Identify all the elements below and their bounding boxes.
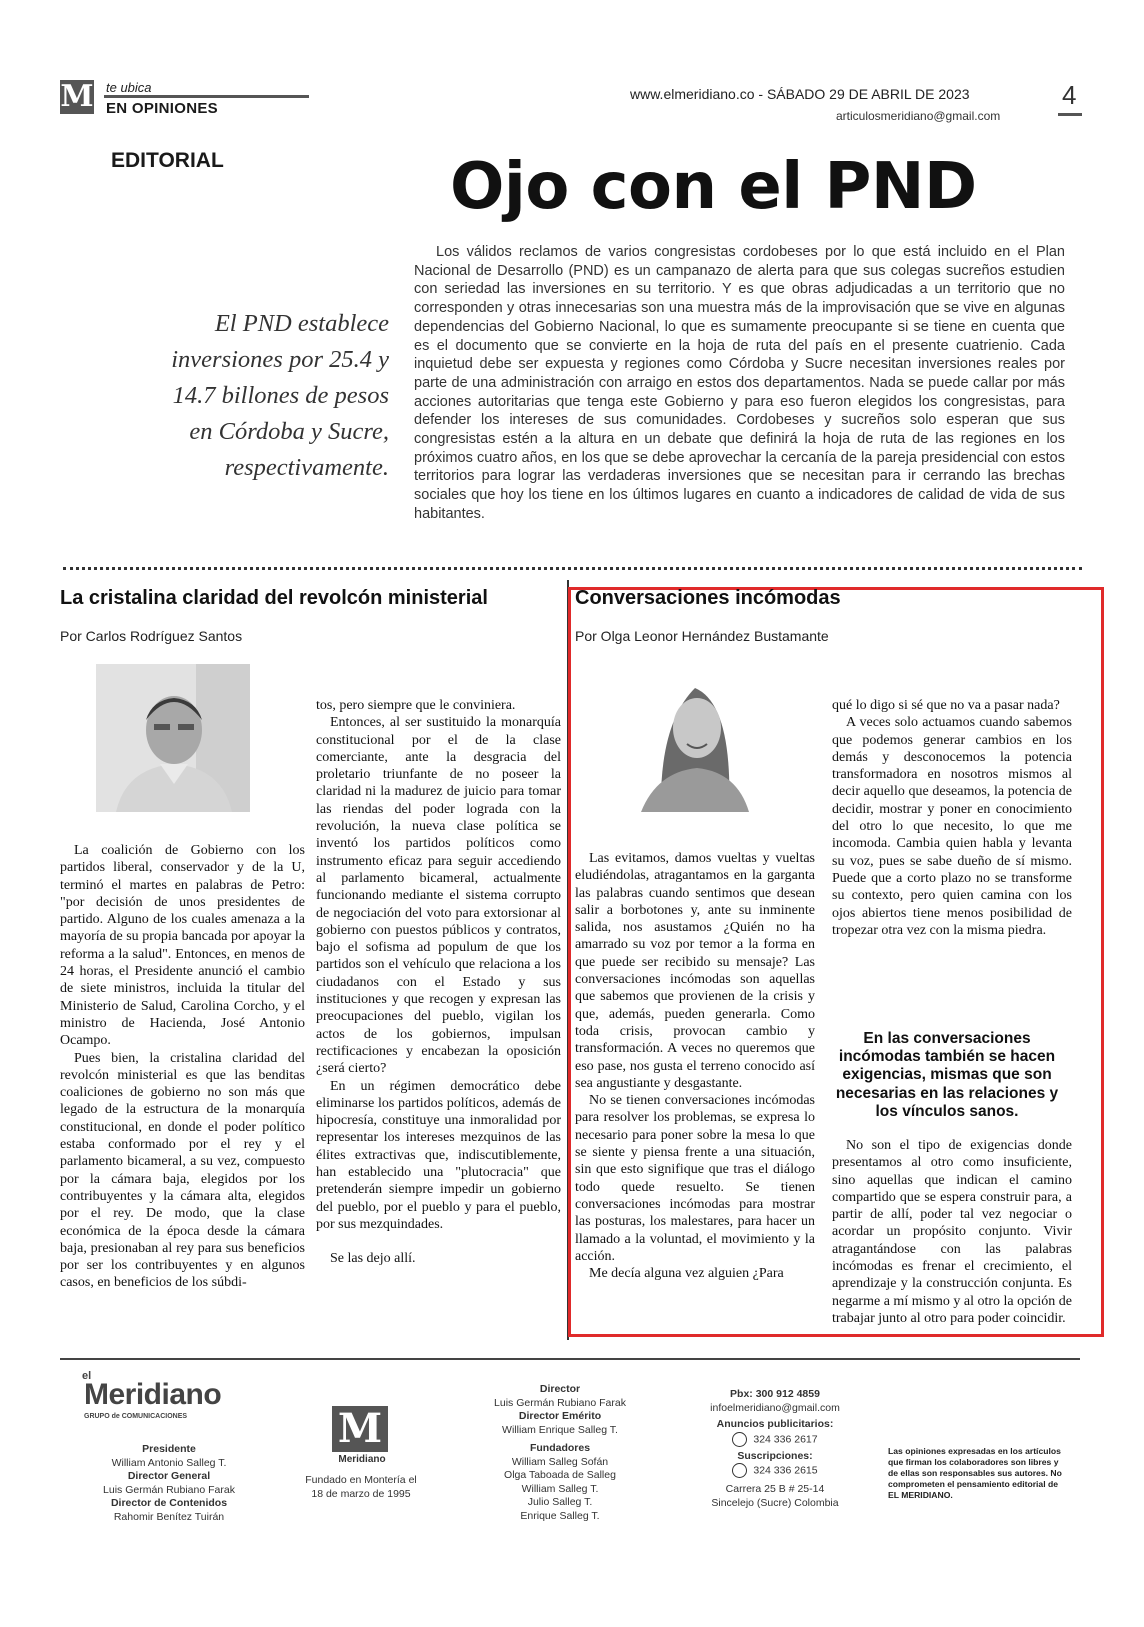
fundador: William Salleg T. bbox=[521, 1482, 599, 1495]
info-email: infoelmeridiano@gmail.com bbox=[710, 1401, 840, 1414]
director-contenidos-label: Director de Contenidos bbox=[110, 1497, 228, 1509]
article2-column-2 bbox=[832, 697, 1072, 939]
editorial-body: Los válidos reclamos de varios congresistas cordobeses por lo que está incluido en el Plan Nacional de Desarrollo (PND) es un campanazo de alerta para que sus colegas sucreños estudien con seriedad las inversiones en su territorio. Y es que obras adjudicadas a un territorio que no corresponden y otras innecesarias son una muestra más de la improvisación que se vive en algunas dependencias del Gobierno Nacional, lo que es sumamente preocupante si se tiene en cuenta que es el documento que se convierte en la hoja de ruta del país en el presente cuatrienio. Cada inquietud debe ser expuesta y regiones como Córdoba y Sucre necesitan inversiones reales por parte de una administración con arraigo en estos dos departamentos. Nada se puede callar por más acciones autoritarias que tenga este Gobierno y para eso fueron elegidos los congresistas, para defender los intereses de sus comunidades. Cordobeses y sucreños solo esperan que sus congresistas estén a la altura en un debate que definirá la hoja de ruta de las regiones en los próximos cuatro años, en los que se debe aprovechar la cercanía de la pareja presidencial con estos territorios para lograr las verdaderas inversiones que se necesitan para ir cerrando las brechas sociales que hoy los tiene en los últimos lugares en cuanto a indicadores de calidad de vida de sus habitantes. bbox=[414, 244, 1065, 522]
article1-paragraph: Entonces, al ser sustituido la monarquía constitucional por el de la clase comerciante, ante la desgracia del proletario triunfante de no poseer la claridad ni la madurez de juicio para tomar las riendas del poder lograda con la revolución, la nueva clase política se inventó los partidos políticos como instrumento eficaz para seguir accediendo al parlamento bicameral, actualmente funcionando mediante el sistema corrupto de negociación del voto para extorsionar al gobierno con puestos públicos y contratos, bajo el sofisma ad populum de que los partidos son el vehículo que relaciona a los ciudadanos con el Estado y sus instituciones y que recogen y expresan las preocupaciones del pueblo, vigilan los actos de los gobiernos, impulsan rectificaciones y encabezan la oposición ¿será cierto? bbox=[316, 715, 561, 1077]
article1-paragraph: En un régimen democrático debe eliminarse los partidos políticos, además de hipocresía, constituye una inmoralidad por representar los intereses mezquinos de las élites extractivas que, indiscutiblemente, han establecido una "plutocracia" que pretenderán siempre impedir un gobierno del pueblo, por el pueblo y para el pueblo, por sus mezquindades. bbox=[316, 1078, 561, 1232]
article2-pull-quote: En las conversaciones incómodas también se hacen exigencias, mismas que son necesarias en las relaciones y los vínculos sanos. bbox=[835, 1030, 1059, 1120]
article1-paragraph: tos, pero siempre que le conviniera. bbox=[316, 698, 516, 713]
footer-contact bbox=[690, 1388, 860, 1510]
editorial-label: EDITORIAL bbox=[111, 149, 224, 172]
article1-paragraph: La coalición de Gobierno con los partidos liberal, conservador y de la U, terminó el martes en palabras de Petro: "por decisión de unos presidentes de partido. Alguno de los cuales amenaza a la mayoría de su propia bancada por apoyar la reforma a la salud". Entonces, en menos de 24 horas, el Presidente anunció el cambio de siete ministros, incluida la titular del Ministerio de Salud, Carolina Corcho, y el ministro de Hacienda, José Antonio Ocampo. bbox=[60, 843, 305, 1049]
suscripciones-row bbox=[690, 1463, 860, 1478]
anuncios-phone: 324 336 2617 bbox=[753, 1432, 818, 1445]
page-number-rule bbox=[1058, 113, 1082, 116]
article2-paragraph: Me decía alguna vez alguien ¿Para bbox=[589, 1266, 784, 1282]
director-label: Director bbox=[539, 1383, 581, 1395]
suscripciones-phone: 324 336 2615 bbox=[753, 1464, 818, 1477]
article1-paragraph: Se las dejo allí. bbox=[330, 1251, 416, 1267]
article1-title: La cristalina claridad del revolcón ministerial bbox=[60, 587, 488, 609]
article1-column-1 bbox=[60, 842, 305, 1292]
footer-disclaimer: Las opiniones expresadas en los artículos que firman los colaboradores son libres y de ellas son responsables sus autores. No comprometen el pensamiento editorial de EL MERIDIANO. bbox=[888, 1446, 1062, 1500]
address-line-1: Carrera 25 B # 25-14 bbox=[725, 1483, 825, 1495]
header-date-line: www.elmeridiano.co - SÁBADO 29 DE ABRIL DE 2023 bbox=[630, 86, 970, 102]
footer-staff-left bbox=[84, 1443, 254, 1524]
editorial-headline: Ojo con el PND bbox=[450, 150, 977, 224]
article2-paragraph: qué lo digo si sé que no va a pasar nada? bbox=[832, 698, 1060, 713]
section-separator bbox=[63, 567, 1082, 570]
page-number: 4 bbox=[1062, 80, 1077, 110]
meridiano-logo: M bbox=[60, 79, 94, 114]
suscripciones-label: Suscripciones: bbox=[737, 1449, 813, 1462]
article2-paragraph: No son el tipo de exigencias donde presentamos al otro como insuficiente, sino aquellas que indican el camino compartido que se espera construir para, a partir de allí, poder tal vez negociar o acordar un propósito conjunto. Vivir atragantándose con las palabras incómodas es frenar el crecimiento, el aprendizaje y la construcción conjunta. Es negarme a mí mismo y al otro la opción de trabajar junto al otro para poder coincidir. bbox=[832, 1138, 1072, 1326]
footer-rule bbox=[60, 1358, 1080, 1360]
director-emerito-name: William Enrique Salleg T. bbox=[502, 1423, 618, 1436]
article1-byline: Por Carlos Rodríguez Santos bbox=[60, 628, 243, 644]
article2-paragraph: A veces solo actuamos cuando sabemos que podemos generar cambios en los demás y desconocemos la potencia transformadora en nosotros mismos al decir aquello que deseamos, la potencia de decidir, mostrar y poner en conocimiento del otro lo que necesito, lo que me incomoda. Cambia quien habla y levanta su voz, pues se sabe dueño de sí mismo. Puede que a corto plazo no se transforme su contexto, pero quien camina con los ojos abiertos tiene menos posibilidad de tropezar otra vez con la misma piedra. bbox=[832, 715, 1072, 938]
director-emerito-label: Director Emérito bbox=[518, 1410, 602, 1422]
article2-paragraph: No se tienen conversaciones incómodas para resolver los problemas, se expresa lo necesario para poner sobre la mesa lo que se siente y piensa frente a una situación, sin que esto signifique que tras el diálogo todo quede resuelto. Se tienen conversaciones incómodas para mostrar las posturas, los malestares, para hacer un llamado a la voluntad, el movimiento y la acción. bbox=[575, 1093, 815, 1264]
director-name: Luis Germán Rubiano Farak bbox=[494, 1396, 626, 1409]
footer-center-logo-text: Meridiano bbox=[338, 1454, 386, 1465]
section-bar bbox=[104, 95, 309, 98]
address-line-2: Sincelejo (Sucre) Colombia bbox=[711, 1496, 839, 1509]
article2-byline: Por Olga Leonor Hernández Bustamante bbox=[575, 628, 829, 644]
director-general-name: Luis Germán Rubiano Farak bbox=[103, 1483, 235, 1496]
anuncios-row bbox=[690, 1432, 860, 1447]
director-general-label: Director General bbox=[127, 1470, 211, 1482]
section-name: EN OPINIONES bbox=[106, 100, 218, 117]
article2-paragraph: Las evitamos, damos vueltas y vueltas eludiéndolas, atragantamos en la garganta las palabras cuando sentimos que desean salir a borbotones y, ante su inminente salida, nos asustamos ¿Quién no ha amarrado su voz por temor a la forma en que puede ser recibido su mensaje? Las conversaciones incómodas son aquellas que sabemos que provienen de la crisis y que, además, pueden generarla. Como toda crisis, provocan cambio y transformación. A veces no queremos que eso pase, nos gusta el terreno conocido así sea angustiante y desgastante. bbox=[575, 851, 815, 1091]
fundador: William Salleg Sofán bbox=[511, 1455, 609, 1468]
fundador: Julio Salleg T. bbox=[527, 1496, 593, 1508]
footer-center-logo: M bbox=[332, 1406, 388, 1452]
fundador: Olga Taboada de Salleg bbox=[504, 1469, 616, 1481]
article1-column-2 bbox=[316, 697, 561, 1268]
footer-fundado: Fundado en Montería el 18 de marzo de 1995 bbox=[305, 1474, 417, 1500]
article2-column-1 bbox=[575, 850, 815, 1282]
fundadores-label: Fundadores bbox=[529, 1442, 591, 1454]
whatsapp-icon bbox=[732, 1432, 747, 1447]
footer-brand-logo: Meridiano bbox=[84, 1378, 222, 1411]
whatsapp-icon bbox=[732, 1463, 747, 1478]
presidente-label: Presidente bbox=[142, 1443, 196, 1455]
author-photo-carlos bbox=[96, 664, 250, 812]
pbx: Pbx: 300 912 4859 bbox=[730, 1388, 820, 1400]
footer-brand-subtitle: GRUPO de COMUNICACIONES bbox=[84, 1413, 188, 1420]
article2-title: Conversaciones incómodas bbox=[575, 587, 841, 609]
editorial-pullquote: El PND establece inversiones por 25.4 y 14.7 billones de pesos en Córdoba y Sucre, respectivamente. bbox=[171, 310, 389, 481]
te-ubica-label: te ubica bbox=[106, 80, 152, 95]
article2-column-2-continued bbox=[832, 1137, 1072, 1327]
header-email: articulosmeridiano@gmail.com bbox=[836, 109, 1001, 123]
director-contenidos-name: Rahomir Benítez Tuirán bbox=[113, 1510, 225, 1523]
author-photo-olga bbox=[621, 664, 769, 812]
presidente-name: William Antonio Salleg T. bbox=[111, 1456, 227, 1469]
anuncios-label: Anuncios publicitarios: bbox=[716, 1418, 834, 1430]
article1-paragraph: Pues bien, la cristalina claridad del revolcón ministerial es que las benditas coaliciones de gobierno no son más que legado de la estructura de la monarquía constitucional, en donde el poder político estaba conformado por el rey y el parlamento bicameral, a su vez, compuesto por la cámara baja, elegidos por los contribuyentes y la cámara alta, elegidos por el rey. De modo, que la clase económica de la época desde la cámara baja, presionaban al rey para sus beneficios por ser los contribuyentes y en algunos casos, en beneficios de los súbdi- bbox=[60, 1050, 305, 1291]
footer-brand-el: el bbox=[82, 1370, 92, 1382]
fundador: Enrique Salleg T. bbox=[520, 1509, 600, 1522]
footer-staff-center bbox=[475, 1383, 645, 1523]
